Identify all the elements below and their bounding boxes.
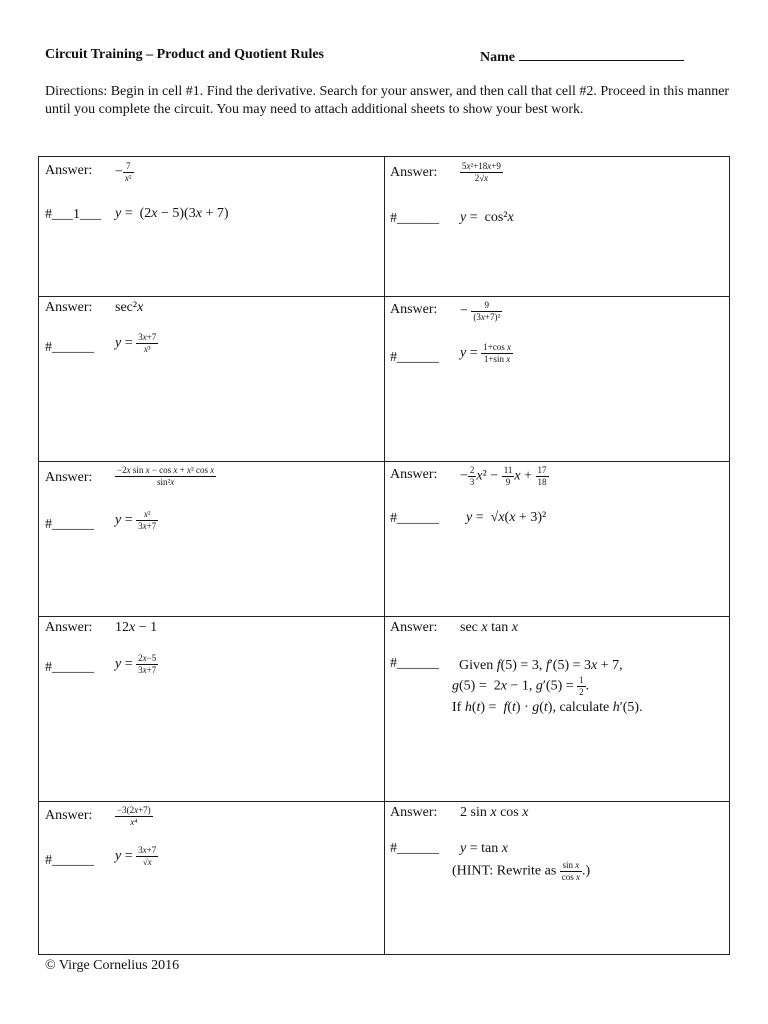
- circuit-cell: [45, 161, 375, 291]
- worksheet-title: Circuit Training – Product and Quotient Rules: [45, 47, 324, 62]
- name-label: Name: [480, 50, 515, 65]
- grid-divider: [39, 296, 729, 297]
- cell-number-blank[interactable]: #______: [45, 517, 94, 532]
- answer-label: Answer:: [390, 620, 438, 635]
- answer-label: Answer:: [45, 470, 93, 485]
- hint-text: (HINT: Rewrite as $\frac{\text{sin x}}{\text{cos x}}$ .): [452, 860, 591, 882]
- answer-label: Answer:: [45, 620, 93, 635]
- answer-math: $\frac{\text{5x²+18x+9}}{2√x}$: [462, 161, 501, 183]
- circuit-cell: [45, 300, 375, 455]
- question-math: y = (2x − 5)(3x + 7): [115, 206, 229, 221]
- cell-number-blank[interactable]: #______: [45, 340, 94, 355]
- cell-number-blank[interactable]: #___1___: [45, 207, 101, 222]
- answer-label: Answer:: [390, 805, 438, 820]
- answer-label: Answer:: [390, 165, 438, 180]
- question-math: y = $\frac{\text{1+cos x}}{\text{1+sin x}}$: [460, 342, 511, 364]
- cell-number-blank[interactable]: #______: [390, 350, 439, 365]
- question-math: y = $\frac{2x-5}{3x+7}$: [115, 653, 157, 675]
- answer-math: 12x − 1: [115, 620, 158, 635]
- question-math: y = cos²x: [460, 210, 514, 225]
- answer-math: − $\frac{9}{\text{(3x+7)²}}$: [460, 300, 501, 322]
- circuit-cell: [45, 620, 375, 795]
- answer-math: − $\frac{7}{\text{x²}}$: [115, 161, 132, 183]
- cell-number-blank[interactable]: #______: [390, 841, 439, 856]
- question-math: y = tan x: [460, 841, 508, 856]
- circuit-grid: [38, 156, 730, 955]
- cell-number-blank[interactable]: #______: [45, 660, 94, 675]
- answer-math: $\frac{-3(2x+7)}{\text{x⁴}}$: [117, 805, 151, 827]
- answer-label: Answer:: [45, 300, 93, 315]
- circuit-cell: [390, 300, 720, 455]
- grid-divider: [39, 461, 729, 462]
- grid-divider-vertical: [384, 157, 385, 954]
- answer-math: 2 sin x cos x: [460, 805, 529, 820]
- circuit-cell: [390, 805, 720, 950]
- cell-number-blank[interactable]: #______: [390, 656, 439, 671]
- circuit-cell: [45, 465, 375, 610]
- answer-math: $\frac{\text{−2x sin x − cos x + x² cos x}}{\text{sin²x}}$: [117, 465, 215, 487]
- circuit-cell: [390, 161, 720, 291]
- question-math: y = √x(x + 3)²: [466, 510, 547, 525]
- question-math: Given f(5) = 3, f′(5) = 3x + 7, g(5) = 2x − 1, g′(5) = $\frac{1}{2}$ . If h(t) = f(t) · g(t), calculate h′(5).: [452, 658, 643, 715]
- question-math: y = $\frac{\text{x²}}{3x+7}$: [115, 509, 157, 531]
- answer-label: Answer:: [45, 808, 93, 823]
- name-field[interactable]: [480, 47, 684, 66]
- answer-label: Answer:: [390, 302, 438, 317]
- answer-math: sec²x: [115, 300, 144, 315]
- cell-number-blank[interactable]: #______: [390, 211, 439, 226]
- answer-math: sec x tan x: [460, 620, 518, 635]
- grid-divider: [39, 616, 729, 617]
- circuit-cell: [390, 465, 720, 610]
- name-blank-line[interactable]: [519, 47, 684, 61]
- answer-label: Answer:: [45, 163, 93, 178]
- circuit-cell: [45, 805, 375, 950]
- grid-divider: [39, 801, 729, 802]
- cell-number-blank[interactable]: #______: [45, 853, 94, 868]
- circuit-cell: [390, 620, 720, 795]
- question-math: y = $\frac{3x+7}{\text{x³}}$: [115, 332, 157, 354]
- directions: Directions: Begin in cell #1. Find the derivative. Search for your answer, and then call that cell #2. Proceed in this manner until you complete the circuit. You may need to attach additional sheets to show your best work.: [45, 84, 730, 117]
- answer-label: Answer:: [390, 467, 438, 482]
- question-math: y = $\frac{3x+7}{√x}$: [115, 845, 157, 867]
- copyright: © Virge Cornelius 2016: [45, 958, 180, 973]
- answer-math: − $\frac{2}{3}$ x² − $\frac{11}{9}$ x + $\frac{17}{18}$: [460, 465, 547, 487]
- cell-number-blank[interactable]: #______: [390, 511, 439, 526]
